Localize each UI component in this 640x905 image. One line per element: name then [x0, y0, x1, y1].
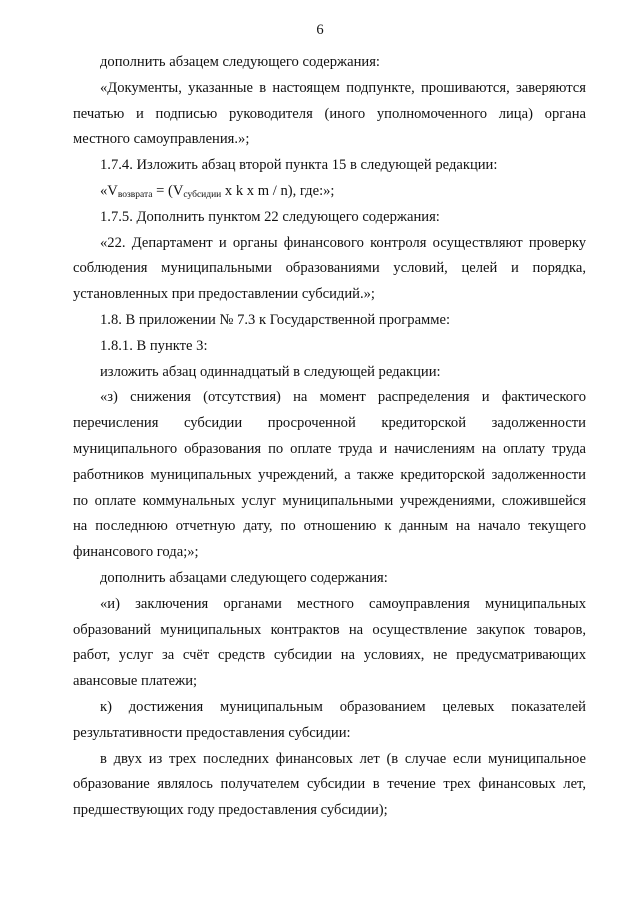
document-body — [73, 50, 586, 824]
formula-sub-return: возврата — [117, 189, 153, 200]
paragraph-1: дополнить абзацем следующего содержания: — [100, 54, 380, 70]
paragraph-8: 1.8.1. В пункте 3: — [100, 337, 208, 354]
paragraph-7: 1.8. В приложении № 7.3 к Государственной программе: — [100, 311, 451, 328]
paragraph-14: в двух из трех последних финансовых лет (в случае если муниципальное образование являлось получателем субсидии в течение трех финансовых лет, предшествующих году предоставления субсидии); — [73, 750, 586, 819]
formula-end: x k x m / n), где:»; — [221, 182, 335, 199]
formula-sub-subsidy: субсидии — [183, 189, 222, 200]
formula-mid: = (V — [152, 182, 184, 199]
paragraph-6: «22. Департамент и органы финансового контроля осуществляют проверку соблюдения муниципальными образованиями условий, целей и порядка, установленных при предоставлении субсидий.»; — [73, 234, 586, 303]
formula-open: «V — [100, 182, 118, 199]
paragraph-2: «Документы, указанные в настоящем подпункте, прошиваются, заверяются печатью и подписью руководителя (иного уполномоченного лица) органа местного самоуправления.»; — [73, 79, 586, 148]
paragraph-5: 1.7.5. Дополнить пунктом 22 следующего содержания: — [100, 208, 440, 225]
paragraph-13: к) достижения муниципальным образованием целевых показателей результативности предоставления субсидии: — [73, 698, 586, 741]
paragraph-9: изложить абзац одиннадцатый в следующей редакции: — [100, 363, 441, 380]
formula-paragraph — [73, 179, 586, 205]
paragraph-12: «и) заключения органами местного самоуправления муниципальных образований муниципальных контрактов на осуществление закупок товаров, работ, услуг за счёт средств субсидии на условиях, не предусматривающих авансовые платежи; — [73, 595, 586, 690]
paragraph-3: 1.7.4. Изложить абзац второй пункта 15 в следующей редакции: — [100, 157, 498, 174]
page-number: 6 — [316, 22, 324, 38]
paragraph-10: «з) снижения (отсутствия) на момент распределения и фактического перечисления субсидии просроченной кредиторской задолженности муниципального образования по оплате труда и начислениям на оплату труда работников муниципальных учреждений, а также кредиторской задолженности по оплате коммунальных услуг муниципальными учреждениями, сложившейся на последнюю отчетную дату, по отношению к данным на начало текущего финансового года;»; — [73, 389, 586, 561]
paragraph-11: дополнить абзацами следующего содержания: — [100, 569, 388, 586]
